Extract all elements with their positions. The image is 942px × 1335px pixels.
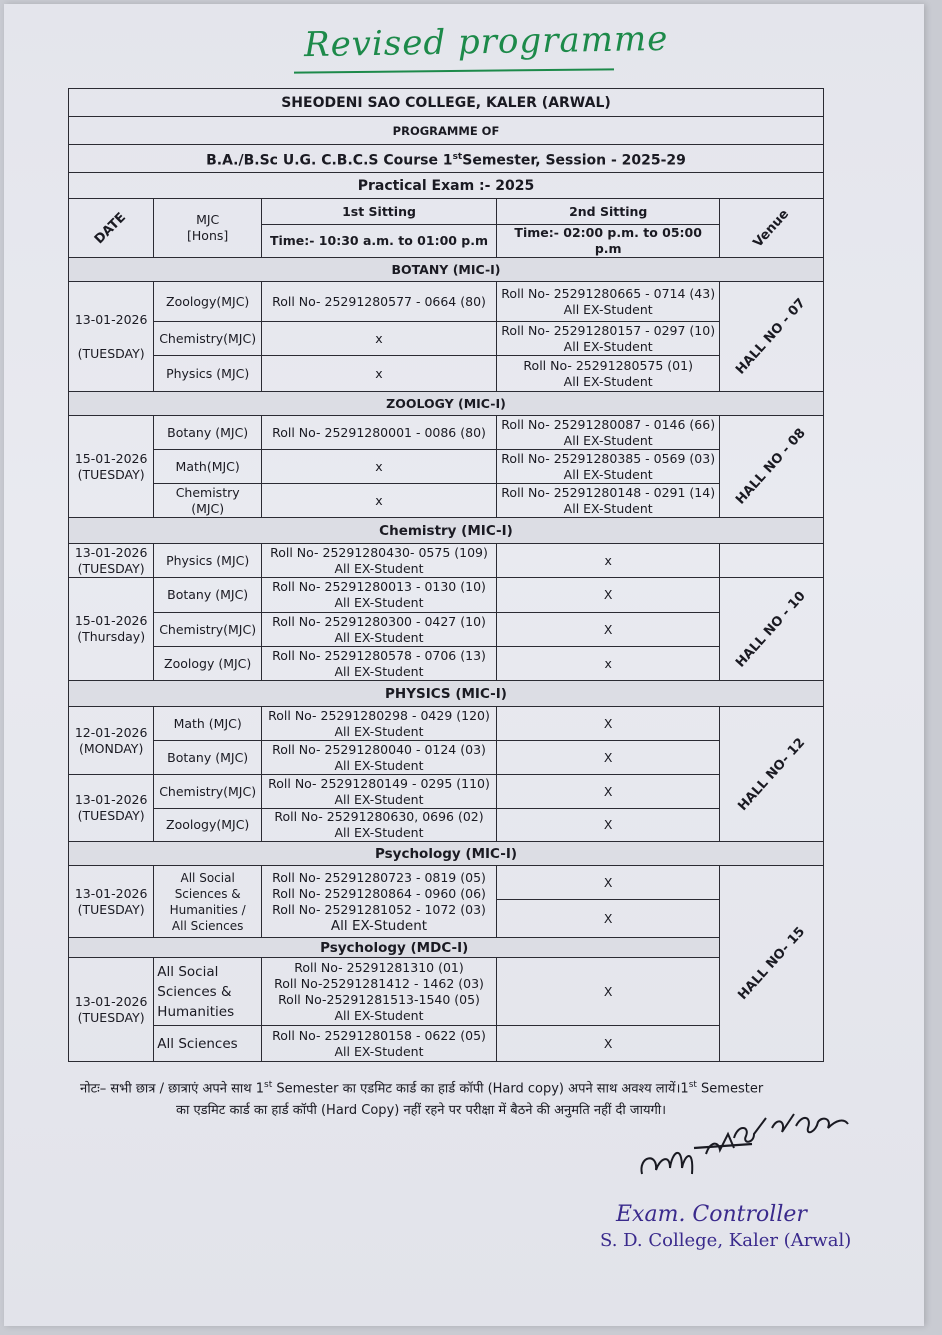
sitting1-cell: Roll No- 25291280001 - 0086 (80)	[262, 416, 497, 450]
date-cell: 15-01-2026 (Thursday)	[69, 578, 154, 681]
sitting2-cell: Roll No- 25291280087 - 0146 (66) All EX-Student	[496, 416, 719, 450]
subject-cell: All Social Sciences & Humanities / All Sciences	[154, 866, 262, 938]
subject-cell: Botany (MJC)	[154, 416, 262, 450]
section-title-chemistry: Chemistry (MIC-I)	[69, 518, 824, 544]
section-title-zoology: ZOOLOGY (MIC-I)	[69, 392, 824, 416]
note-line-1: नोटः– सभी छात्र / छात्राएं अपने साथ 1st Semester का एडमिट कार्ड का हार्ड कॉपी (Hard copy) अपने साथ अवश्य लायें।1st Semester	[80, 1080, 764, 1097]
subject-cell: Math (MJC)	[154, 707, 262, 741]
exam-title: Practical Exam :- 2025	[69, 173, 824, 199]
sitting1-cell: Roll No- 25291280040 - 0124 (03) All EX-Student	[262, 741, 497, 775]
mjc-header: MJC [Hons]	[154, 199, 262, 258]
sitting2-cell: X	[496, 741, 719, 775]
date-cell: 13-01-2026 (TUESDAY)	[69, 544, 154, 578]
venue-cell-empty	[720, 544, 824, 578]
sitting1-cell: Roll No- 25291280430- 0575 (109) All EX-Student	[262, 544, 497, 578]
date-cell: 13-01-2026 (TUESDAY)	[69, 866, 154, 938]
sitting1-cell: x	[262, 322, 497, 356]
sitting2-cell: Roll No- 25291280575 (01) All EX-Student	[496, 356, 719, 392]
signatory-college: S. D. College, Kaler (Arwal)	[600, 1230, 852, 1251]
subject-cell: Chemistry(MJC)	[154, 775, 262, 809]
sitting2-time: Time:- 02:00 p.m. to 05:00 p.m	[496, 225, 719, 258]
signatory-title: Exam. Controller	[616, 1202, 807, 1227]
sitting2-cell: Roll No- 25291280665 - 0714 (43) All EX-Student	[496, 282, 719, 322]
subject-cell: Botany (MJC)	[154, 578, 262, 613]
subject-cell: Chemistry(MJC)	[154, 613, 262, 647]
section-title-psychology-mdc: Psychology (MDC-I)	[69, 938, 720, 958]
sitting1-cell: x	[262, 450, 497, 484]
subject-cell: All Social Sciences & Humanities	[154, 958, 262, 1026]
subject-cell: Math(MJC)	[154, 450, 262, 484]
sitting2-cell: X	[496, 958, 719, 1026]
date-cell: 13-01-2026 (TUESDAY)	[69, 958, 154, 1062]
document-page	[4, 4, 924, 1326]
date-cell: 15-01-2026 (TUESDAY)	[69, 416, 154, 518]
subject-cell: Zoology(MJC)	[154, 282, 262, 322]
sitting1-cell: Roll No- 25291280577 - 0664 (80)	[262, 282, 497, 322]
handwritten-title: Revised programme	[303, 18, 669, 66]
sitting2-cell: Roll No- 25291280148 - 0291 (14) All EX-Student	[496, 484, 719, 518]
sitting1-cell: Roll No- 25291280300 - 0427 (10) All EX-Student	[262, 613, 497, 647]
section-title-botany: BOTANY (MIC-I)	[69, 258, 824, 282]
sitting2-cell: X	[496, 578, 719, 613]
subject-cell: Botany (MJC)	[154, 741, 262, 775]
sitting2-cell: Roll No- 25291280385 - 0569 (03) All EX-Student	[496, 450, 719, 484]
subject-cell: Zoology (MJC)	[154, 647, 262, 681]
signature-scrawl	[636, 1104, 856, 1184]
venue-cell: HALL NO- 15	[720, 866, 824, 1062]
subject-cell: Zoology(MJC)	[154, 809, 262, 842]
sitting1-time: Time:- 10:30 a.m. to 01:00 p.m	[262, 225, 497, 258]
subject-cell: All Sciences	[154, 1026, 262, 1062]
sitting1-cell: Roll No- 25291280578 - 0706 (13) All EX-Student	[262, 647, 497, 681]
sitting2-cell: x	[496, 647, 719, 681]
sitting1-cell: x	[262, 484, 497, 518]
subject-cell: Chemistry (MJC)	[154, 484, 262, 518]
sitting1-cell: Roll No- 25291281310 (01) Roll No-25291281412 - 1462 (03) Roll No-25291281513-1540 (05) All EX-Student	[262, 958, 497, 1026]
subject-cell: Physics (MJC)	[154, 356, 262, 392]
course-title: B.A./B.Sc U.G. C.B.C.S Course 1stSemester, Session - 2025-29	[69, 145, 824, 173]
date-cell: 12-01-2026 (MONDAY)	[69, 707, 154, 775]
sitting2-cell: X	[496, 809, 719, 842]
sitting2-cell: X	[496, 775, 719, 809]
venue-cell: HALL NO - 08	[720, 416, 824, 518]
sitting1-cell: Roll No- 25291280723 - 0819 (05) Roll No- 25291280864 - 0960 (06) Roll No- 25291281052 - 1072 (03) All EX-Student	[262, 866, 497, 938]
sitting2-cell: X	[496, 1026, 719, 1062]
sitting2-cell: x	[496, 544, 719, 578]
sitting2-cell: X	[496, 613, 719, 647]
sitting2-header: 2nd Sitting	[496, 199, 719, 225]
title-underline	[294, 68, 614, 73]
date-cell: 13-01-2026 (TUESDAY)	[69, 775, 154, 842]
sitting1-cell: Roll No- 25291280298 - 0429 (120) All EX-Student	[262, 707, 497, 741]
section-title-physics: PHYSICS (MIC-I)	[69, 681, 824, 707]
sitting1-cell: x	[262, 356, 497, 392]
sitting1-cell: Roll No- 25291280158 - 0622 (05) All EX-Student	[262, 1026, 497, 1062]
venue-cell: HALL NO - 10	[720, 578, 824, 681]
note-line-2: का एडमिट कार्ड का हार्ड कॉपी (Hard Copy) नहीं रहने पर परीक्षा में बैठने की अनुमति नहीं दी जायगी।	[176, 1103, 667, 1119]
venue-header: Venue	[720, 199, 824, 258]
venue-cell: HALL NO - 07	[720, 282, 824, 392]
venue-cell: HALL NO- 12	[720, 707, 824, 842]
section-title-psychology-mic: Psychology (MIC-I)	[69, 842, 824, 866]
sitting2-cell: X	[496, 900, 719, 938]
subject-cell: Physics (MJC)	[154, 544, 262, 578]
sitting2-cell: X	[496, 707, 719, 741]
sitting1-cell: Roll No- 25291280013 - 0130 (10) All EX-Student	[262, 578, 497, 613]
sitting1-header: 1st Sitting	[262, 199, 497, 225]
sitting2-cell: X	[496, 866, 719, 900]
schedule-table	[68, 88, 824, 1062]
sitting1-cell: Roll No- 25291280149 - 0295 (110) All EX-Student	[262, 775, 497, 809]
programme-of: PROGRAMME OF	[69, 117, 824, 145]
date-cell: 13-01-2026 (TUESDAY)	[69, 282, 154, 392]
sitting1-cell: Roll No- 25291280630, 0696 (02) All EX-Student	[262, 809, 497, 842]
subject-cell: Chemistry(MJC)	[154, 322, 262, 356]
sitting2-cell: Roll No- 25291280157 - 0297 (10) All EX-Student	[496, 322, 719, 356]
college-name: SHEODENI SAO COLLEGE, KALER (ARWAL)	[69, 89, 824, 117]
date-header: DATE	[69, 199, 154, 258]
